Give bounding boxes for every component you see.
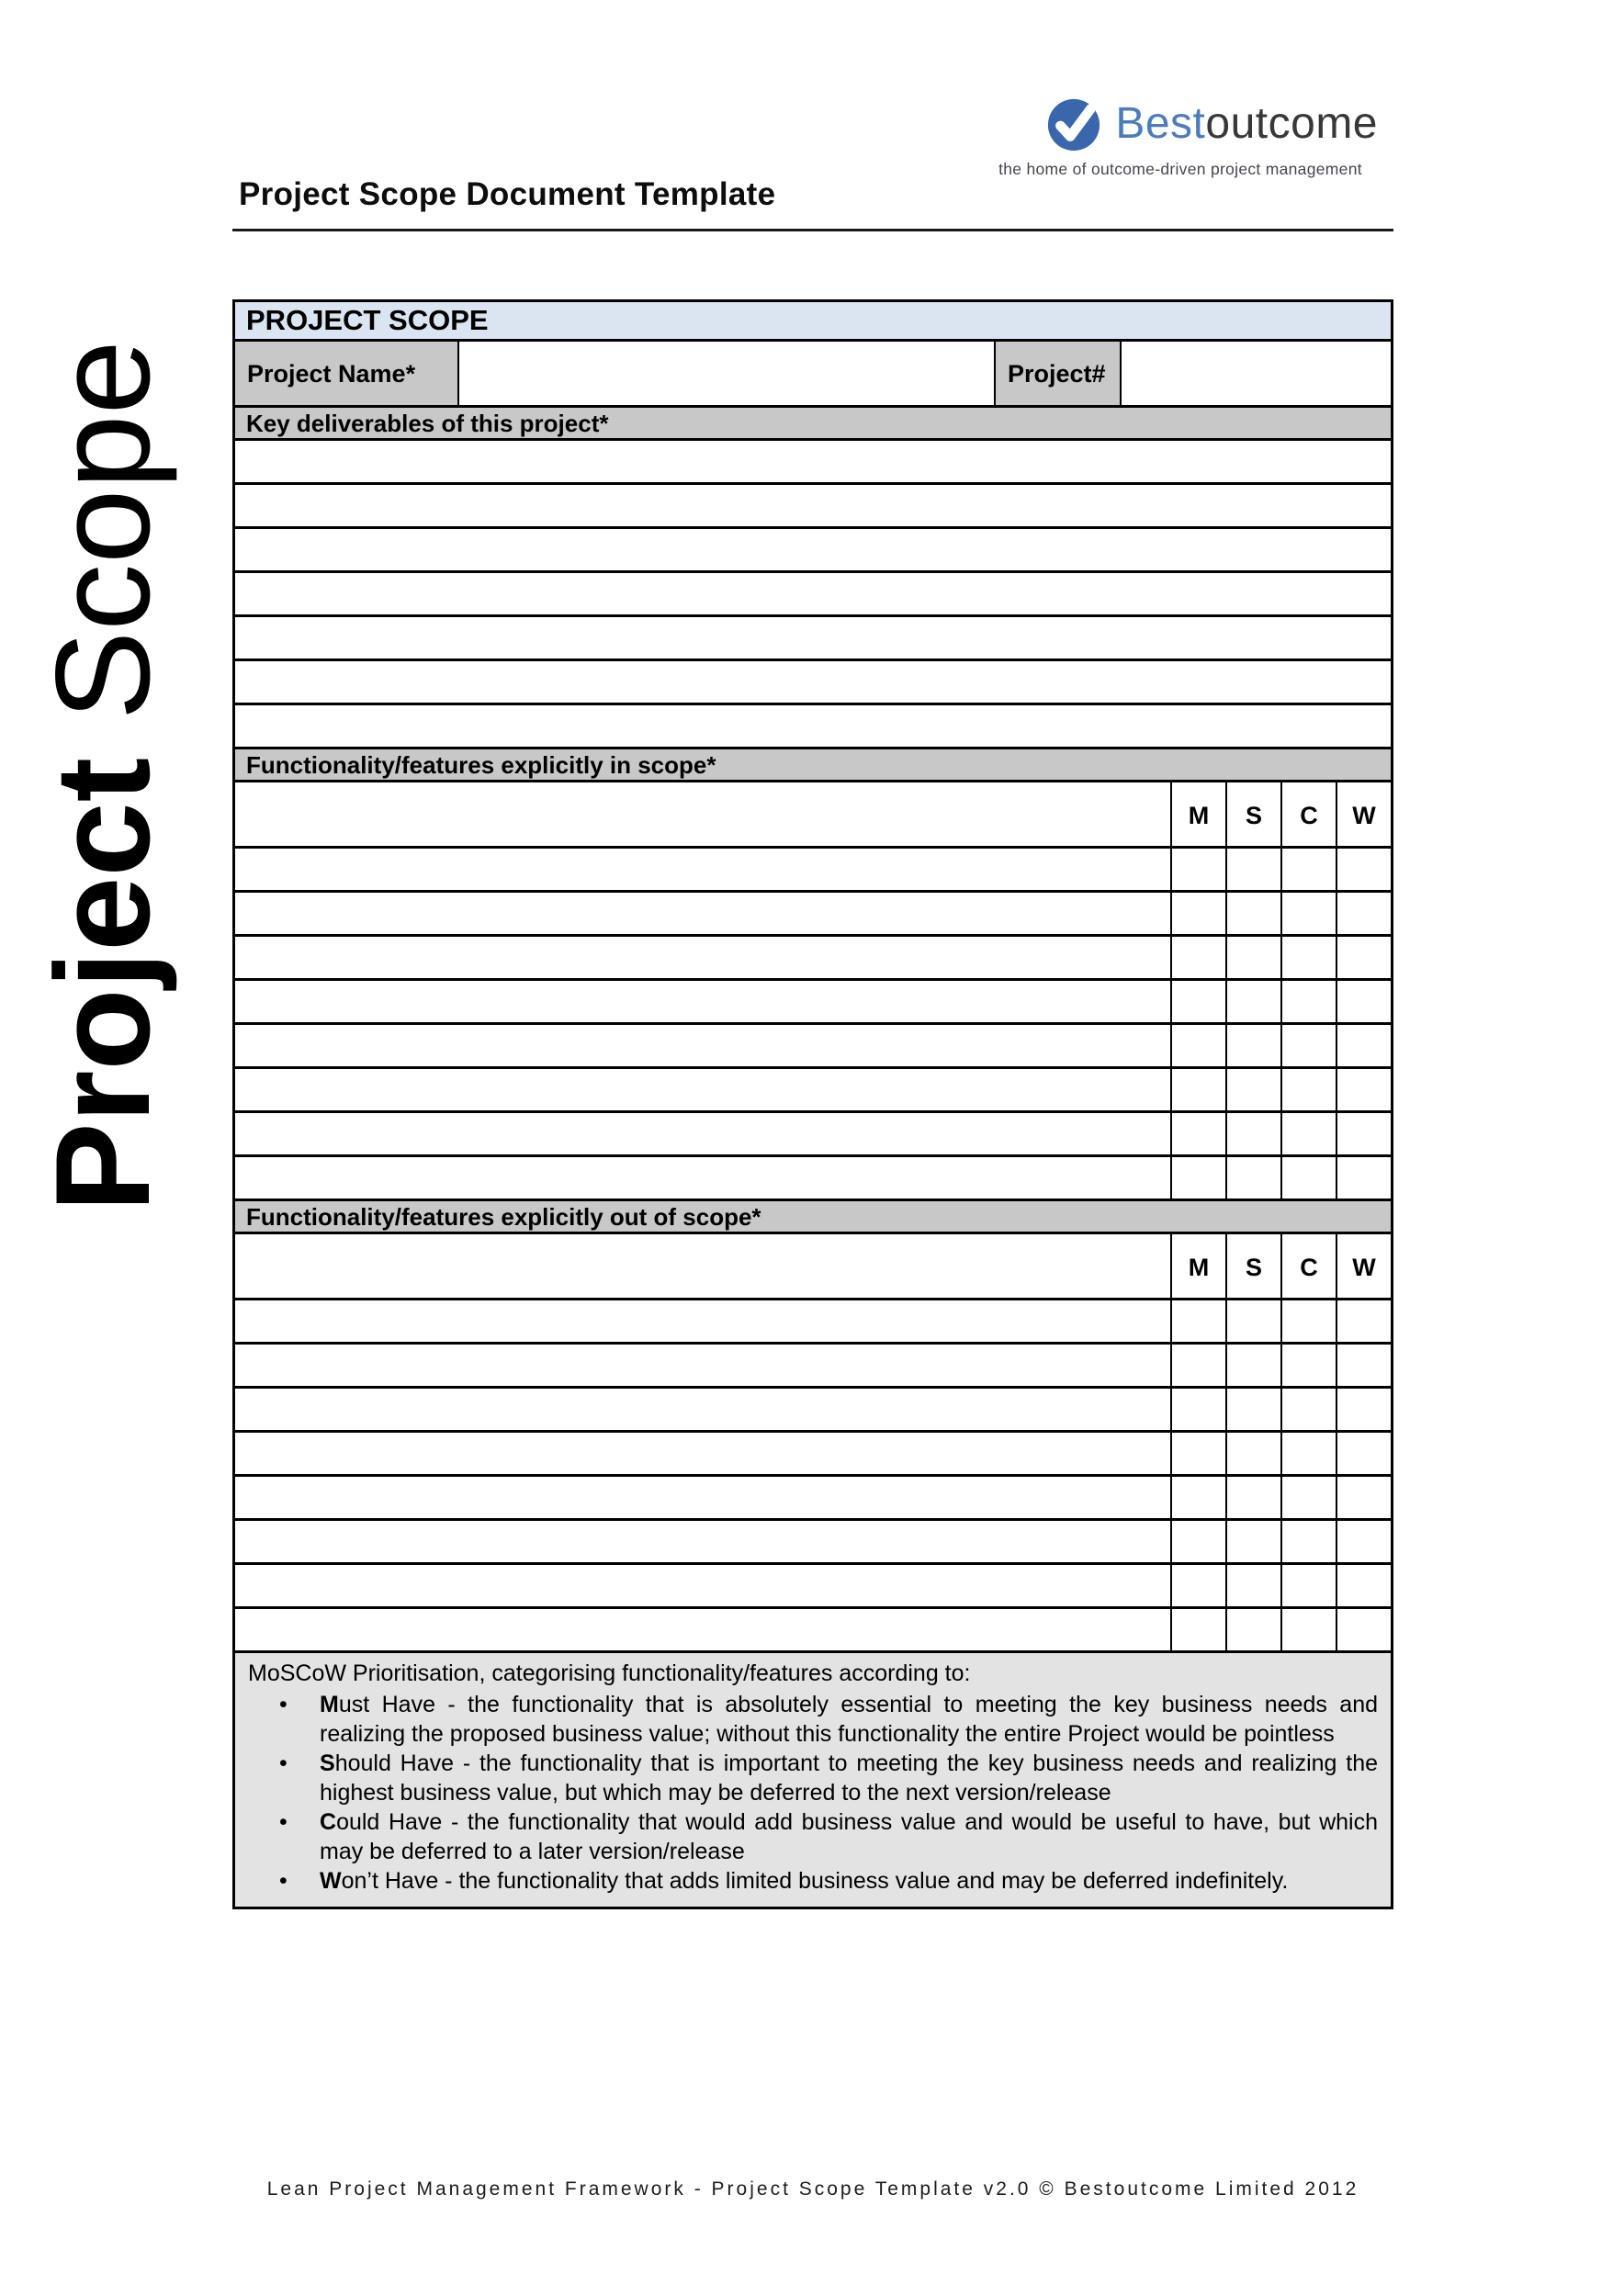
deliverables-rows xyxy=(235,438,1391,747)
must-column-header: M xyxy=(1170,782,1225,846)
m-priority-cell[interactable] xyxy=(1170,1609,1225,1650)
logo-wordmark xyxy=(1115,99,1378,148)
project-name-label: Project Name* xyxy=(235,342,457,405)
checkmark-icon xyxy=(1045,96,1102,152)
feature-text-cell[interactable] xyxy=(235,1113,1170,1154)
deliverable-empty-row[interactable] xyxy=(235,438,1391,482)
deliverable-empty-row[interactable] xyxy=(235,570,1391,614)
w-priority-cell[interactable] xyxy=(1336,1345,1391,1386)
w-priority-cell[interactable] xyxy=(1336,1521,1391,1562)
side-label-project: Project xyxy=(28,757,177,1212)
in-scope-rows xyxy=(235,846,1391,1199)
w-priority-cell[interactable] xyxy=(1336,1609,1391,1650)
c-priority-cell[interactable] xyxy=(1280,1389,1336,1430)
s-priority-cell[interactable] xyxy=(1225,1113,1280,1154)
m-priority-cell[interactable] xyxy=(1170,1565,1225,1606)
w-priority-cell[interactable] xyxy=(1336,893,1391,934)
moscow-text-could: ould Have - the functionality that would add business value and would be useful to have, but which may be deferred to a later version/release xyxy=(320,1809,1378,1864)
s-priority-cell[interactable] xyxy=(1225,1565,1280,1606)
scope-empty-row[interactable] xyxy=(235,1606,1391,1650)
m-priority-cell[interactable] xyxy=(1170,1433,1225,1474)
deliverables-section-header: Key deliverables of this project* xyxy=(235,405,1391,438)
out-scope-priority-header-row xyxy=(235,1232,1391,1298)
project-number-field[interactable] xyxy=(1120,342,1391,405)
feature-text-cell[interactable] xyxy=(235,849,1170,890)
c-priority-cell[interactable] xyxy=(1280,1157,1336,1199)
c-priority-cell[interactable] xyxy=(1280,1521,1336,1562)
w-priority-cell[interactable] xyxy=(1336,1157,1391,1199)
c-priority-cell[interactable] xyxy=(1280,1069,1336,1110)
in-scope-priority-header-row xyxy=(235,780,1391,846)
bestoutcome-logo xyxy=(983,96,1378,179)
side-label-scope: Scope xyxy=(28,340,177,721)
m-priority-cell[interactable] xyxy=(1170,1069,1225,1110)
w-priority-cell[interactable] xyxy=(1336,1433,1391,1474)
w-priority-cell[interactable] xyxy=(1336,1113,1391,1154)
c-priority-cell[interactable] xyxy=(1280,1113,1336,1154)
scope-empty-row[interactable] xyxy=(235,890,1391,934)
moscow-bullet-could xyxy=(248,1807,1378,1866)
footer-copyright: Lean Project Management Framework - Project Scope Template v2.0 © Bestoutcome Limited 2012 xyxy=(266,2178,1359,2200)
scope-empty-row[interactable] xyxy=(235,1430,1391,1474)
feature-text-cell[interactable] xyxy=(235,1609,1170,1650)
m-priority-cell[interactable] xyxy=(1170,1300,1225,1342)
moscow-bullet-list xyxy=(248,1690,1378,1896)
s-priority-cell[interactable] xyxy=(1225,1477,1280,1518)
m-priority-cell[interactable] xyxy=(1170,1521,1225,1562)
moscow-lead-m: M xyxy=(320,1692,339,1717)
m-priority-cell[interactable] xyxy=(1170,1477,1225,1518)
w-priority-cell[interactable] xyxy=(1336,1069,1391,1110)
logo-word-outcome: outcome xyxy=(1205,99,1378,148)
could-column-header: C xyxy=(1280,782,1336,846)
deliverable-empty-row[interactable] xyxy=(235,703,1391,747)
feature-text-cell[interactable] xyxy=(235,981,1170,1022)
feature-text-cell[interactable] xyxy=(235,1300,1170,1342)
project-number-label: Project# xyxy=(996,342,1120,405)
moscow-lead-w: W xyxy=(320,1868,342,1894)
c-priority-cell[interactable] xyxy=(1280,1433,1336,1474)
feature-text-cell[interactable] xyxy=(235,1069,1170,1110)
m-priority-cell[interactable] xyxy=(1170,1025,1225,1066)
w-priority-cell[interactable] xyxy=(1336,849,1391,890)
side-label-space xyxy=(28,720,177,758)
c-priority-cell[interactable] xyxy=(1280,981,1336,1022)
c-priority-cell[interactable] xyxy=(1280,1609,1336,1650)
feature-text-cell[interactable] xyxy=(235,1433,1170,1474)
m-priority-cell[interactable] xyxy=(1170,937,1225,978)
moscow-bullet-wont xyxy=(248,1866,1378,1896)
scope-empty-row[interactable] xyxy=(235,978,1391,1022)
c-priority-cell[interactable] xyxy=(1280,1565,1336,1606)
s-priority-cell[interactable] xyxy=(1225,1521,1280,1562)
scope-empty-row[interactable] xyxy=(235,934,1391,978)
scope-empty-row[interactable] xyxy=(235,846,1391,890)
out-scope-section-header: Functionality/features explicitly out of scope* xyxy=(235,1199,1391,1232)
feature-text-cell[interactable] xyxy=(235,1025,1170,1066)
side-vertical-label xyxy=(28,271,177,1281)
m-priority-cell[interactable] xyxy=(1170,1345,1225,1386)
logo-word-best: Best xyxy=(1115,99,1206,148)
logo-tagline: the home of outcome-driven project management xyxy=(998,160,1362,178)
should-column-header: S xyxy=(1225,782,1280,846)
out-scope-rows xyxy=(235,1298,1391,1650)
c-priority-cell[interactable] xyxy=(1280,1345,1336,1386)
s-priority-cell[interactable] xyxy=(1225,1157,1280,1199)
must-column-header: M xyxy=(1170,1234,1225,1298)
wont-column-header: W xyxy=(1336,782,1391,846)
s-priority-cell[interactable] xyxy=(1225,1300,1280,1342)
moscow-lead-s: S xyxy=(320,1750,335,1776)
c-priority-cell[interactable] xyxy=(1280,893,1336,934)
w-priority-cell[interactable] xyxy=(1336,981,1391,1022)
feature-text-cell[interactable] xyxy=(235,1389,1170,1430)
scope-empty-row[interactable] xyxy=(235,1110,1391,1154)
scope-empty-row[interactable] xyxy=(235,1518,1391,1562)
m-priority-cell[interactable] xyxy=(1170,1157,1225,1199)
w-priority-cell[interactable] xyxy=(1336,1389,1391,1430)
feature-text-cell[interactable] xyxy=(235,1521,1170,1562)
scope-empty-row[interactable] xyxy=(235,1154,1391,1199)
feature-text-cell[interactable] xyxy=(235,1565,1170,1606)
feature-text-cell[interactable] xyxy=(235,937,1170,978)
moscow-note xyxy=(235,1650,1391,1907)
deliverable-empty-row[interactable] xyxy=(235,526,1391,570)
w-priority-cell[interactable] xyxy=(1336,1477,1391,1518)
s-priority-cell[interactable] xyxy=(1225,1609,1280,1650)
moscow-text-must: ust Have - the functionality that is absolutely essential to meeting the key business needs and realizing the proposed business value; without this functionality the entire Project would be pointless xyxy=(320,1692,1378,1747)
m-priority-cell[interactable] xyxy=(1170,981,1225,1022)
heading-rule xyxy=(232,229,1393,231)
s-priority-cell[interactable] xyxy=(1225,937,1280,978)
scope-empty-row[interactable] xyxy=(235,1386,1391,1430)
feature-text-cell[interactable] xyxy=(235,893,1170,934)
moscow-lead-c: C xyxy=(320,1809,337,1835)
moscow-text-wont: on’t Have - the functionality that adds limited business value and may be deferred indefinitely. xyxy=(341,1868,1289,1894)
should-column-header: S xyxy=(1225,1234,1280,1298)
c-priority-cell[interactable] xyxy=(1280,849,1336,890)
w-priority-cell[interactable] xyxy=(1336,1300,1391,1342)
s-priority-cell[interactable] xyxy=(1225,849,1280,890)
w-priority-cell[interactable] xyxy=(1336,1565,1391,1606)
s-priority-cell[interactable] xyxy=(1225,893,1280,934)
moscow-intro: MoSCoW Prioritisation, categorising functionality/features according to: xyxy=(248,1660,971,1686)
moscow-text-should: hould Have - the functionality that is important to meeting the key business needs and realizing the highest business value, but which may be deferred to the next version/release xyxy=(320,1750,1378,1806)
s-priority-cell[interactable] xyxy=(1225,1389,1280,1430)
page-title: Project Scope Document Template xyxy=(239,176,776,212)
w-priority-cell[interactable] xyxy=(1336,937,1391,978)
scope-empty-row[interactable] xyxy=(235,1298,1391,1342)
deliverable-empty-row[interactable] xyxy=(235,658,1391,703)
s-priority-cell[interactable] xyxy=(1225,1025,1280,1066)
moscow-bullet-should xyxy=(248,1749,1378,1807)
scope-empty-row[interactable] xyxy=(235,1342,1391,1386)
wont-column-header: W xyxy=(1336,1234,1391,1298)
c-priority-cell[interactable] xyxy=(1280,1025,1336,1066)
s-priority-cell[interactable] xyxy=(1225,1069,1280,1110)
scope-empty-row[interactable] xyxy=(235,1066,1391,1110)
m-priority-cell[interactable] xyxy=(1170,893,1225,934)
m-priority-cell[interactable] xyxy=(1170,1389,1225,1430)
m-priority-cell[interactable] xyxy=(1170,1113,1225,1154)
s-priority-cell[interactable] xyxy=(1225,1345,1280,1386)
scope-empty-row[interactable] xyxy=(235,1022,1391,1066)
project-identity-row xyxy=(235,339,1391,405)
deliverable-empty-row[interactable] xyxy=(235,614,1391,658)
c-priority-cell[interactable] xyxy=(1280,1477,1336,1518)
feature-text-cell[interactable] xyxy=(235,1477,1170,1518)
w-priority-cell[interactable] xyxy=(1336,1025,1391,1066)
deliverable-empty-row[interactable] xyxy=(235,482,1391,526)
m-priority-cell[interactable] xyxy=(1170,849,1225,890)
s-priority-cell[interactable] xyxy=(1225,981,1280,1022)
scope-empty-row[interactable] xyxy=(235,1474,1391,1518)
form-header: PROJECT SCOPE xyxy=(235,302,1391,339)
s-priority-cell[interactable] xyxy=(1225,1433,1280,1474)
feature-text-cell[interactable] xyxy=(235,782,1170,846)
c-priority-cell[interactable] xyxy=(1280,937,1336,978)
in-scope-section-header: Functionality/features explicitly in scope* xyxy=(235,747,1391,780)
feature-text-cell[interactable] xyxy=(235,1157,1170,1199)
feature-text-cell[interactable] xyxy=(235,1345,1170,1386)
moscow-bullet-must xyxy=(248,1690,1378,1749)
c-priority-cell[interactable] xyxy=(1280,1300,1336,1342)
scope-empty-row[interactable] xyxy=(235,1562,1391,1606)
feature-text-cell[interactable] xyxy=(235,1234,1170,1298)
could-column-header: C xyxy=(1280,1234,1336,1298)
project-scope-form xyxy=(232,299,1393,1909)
project-name-field[interactable] xyxy=(457,342,996,405)
